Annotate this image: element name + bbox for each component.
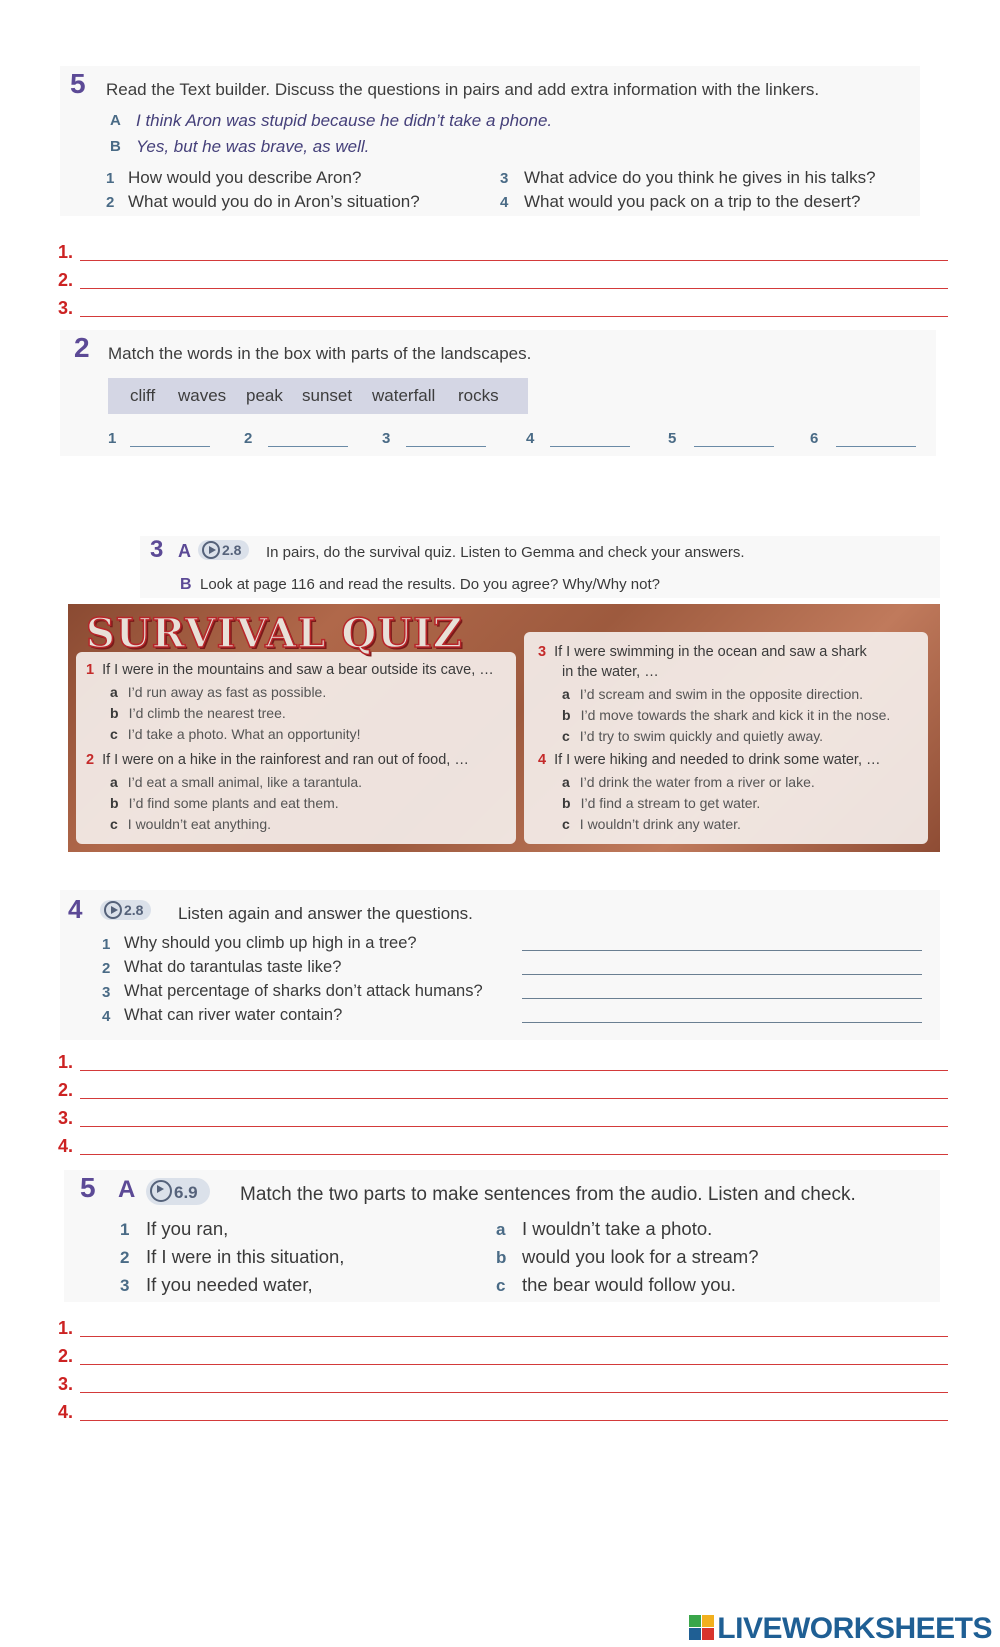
question-text: What can river water contain? — [124, 1006, 343, 1024]
quiz-question — [86, 752, 469, 768]
option-letter: b — [562, 795, 571, 811]
quiz-option[interactable] — [562, 707, 890, 723]
quiz-question-number: 1 — [86, 662, 95, 678]
quiz-question-text: If I were in the mountains and saw a bear outside its cave, … — [102, 662, 494, 678]
answer-blank-line[interactable] — [522, 974, 922, 975]
blank-line[interactable] — [268, 446, 348, 447]
answer-line[interactable] — [58, 1052, 948, 1078]
word-item: waves — [178, 386, 227, 405]
answer-input-line[interactable] — [80, 288, 948, 289]
answer-label: 1. — [58, 242, 74, 262]
quiz-option[interactable] — [110, 726, 361, 742]
answer-blank-line[interactable] — [522, 950, 922, 951]
answer-input-line[interactable] — [80, 1098, 948, 1099]
dialogue-line: I think Aron was stupid because he didn’t take a phone. — [136, 111, 553, 130]
option-letter: b — [110, 795, 119, 811]
option-letter: a — [562, 774, 570, 790]
answer-blank-line[interactable] — [522, 1022, 922, 1023]
option-text: I’d find some plants and eat them. — [128, 795, 339, 811]
logo-text: LIVEWORKSHEETS — [717, 1612, 992, 1645]
option-letter: a — [110, 684, 118, 700]
answer-line[interactable] — [58, 1108, 948, 1134]
answer-line[interactable] — [58, 1136, 948, 1162]
match-right-text: I wouldn’t take a photo. — [522, 1218, 713, 1239]
audio-track-badge[interactable] — [100, 900, 151, 920]
word-item: peak — [246, 386, 283, 405]
blank-number: 3 — [382, 430, 391, 447]
quiz-question-continued: in the water, … — [562, 664, 659, 680]
quiz-option[interactable] — [110, 774, 362, 790]
question-number: 4 — [102, 1008, 111, 1025]
match-left-text: If you needed water, — [146, 1274, 313, 1295]
audio-track-number: 2.8 — [124, 902, 144, 918]
exercise-instruction: Match the words in the box with parts of the landscapes. — [108, 344, 532, 363]
exercise-number: 2 — [74, 332, 90, 363]
quiz-option[interactable] — [110, 816, 271, 832]
audio-track-badge[interactable] — [198, 540, 249, 560]
exercise-number: 4 — [68, 894, 83, 924]
option-letter: a — [110, 774, 118, 790]
answer-line[interactable] — [58, 1402, 948, 1428]
audio-track-number: 2.8 — [222, 542, 242, 558]
option-text: I’d scream and swim in the opposite direction. — [579, 686, 864, 702]
exercise-number: 3 — [150, 536, 164, 563]
word-item: sunset — [302, 386, 353, 405]
answer-label: 3. — [58, 1108, 74, 1128]
question-text: What percentage of sharks don’t attack humans? — [124, 982, 483, 1000]
match-letter: c — [496, 1276, 506, 1295]
answer-input-line[interactable] — [80, 1154, 948, 1155]
answer-input-line[interactable] — [80, 1070, 948, 1071]
option-letter: c — [110, 816, 118, 832]
word-box — [108, 378, 528, 414]
dialogue-letter: B — [110, 138, 121, 155]
quiz-option[interactable] — [562, 686, 863, 702]
option-text: I’d take a photo. What an opportunity! — [127, 726, 361, 742]
answer-line[interactable] — [58, 1080, 948, 1106]
option-text: I wouldn’t drink any water. — [579, 816, 741, 832]
quiz-option[interactable] — [110, 795, 339, 811]
part-letter: B — [180, 576, 192, 593]
quiz-question — [86, 662, 494, 678]
question-number: 4 — [500, 194, 509, 211]
answer-input-line[interactable] — [80, 1364, 948, 1365]
exercise-number: 5 — [80, 1172, 96, 1203]
word-item: cliff — [130, 386, 156, 405]
option-letter: c — [562, 816, 570, 832]
option-text: I’d try to swim quickly and quietly away. — [579, 728, 824, 744]
answer-label: 4. — [58, 1402, 74, 1422]
word-item: rocks — [458, 386, 499, 405]
exercise-instruction: Look at page 116 and read the results. Do you agree? Why/Why not? — [200, 576, 661, 593]
option-text: I’d drink the water from a river or lake. — [579, 774, 815, 790]
answer-label: 2. — [58, 1346, 74, 1366]
quiz-question-number: 2 — [86, 752, 95, 768]
quiz-option[interactable] — [110, 684, 326, 700]
match-right-text: would you look for a stream? — [522, 1246, 759, 1267]
match-number: 2 — [120, 1248, 130, 1267]
answer-input-line[interactable] — [80, 1392, 948, 1393]
word-item: waterfall — [372, 386, 436, 405]
exercise-instruction: In pairs, do the survival quiz. Listen to Gemma and check your answers. — [266, 544, 745, 561]
option-letter: b — [562, 707, 571, 723]
exercise-instruction: Read the Text builder. Discuss the questions in pairs and add extra information with the linkers. — [106, 80, 820, 99]
question-text: What would you pack on a trip to the desert? — [524, 192, 861, 211]
answer-input-line[interactable] — [80, 1126, 948, 1127]
answer-label: 1. — [58, 1318, 74, 1338]
audio-track-badge[interactable] — [146, 1178, 210, 1205]
quiz-question-text: If I were on a hike in the rainforest and ran out of food, … — [102, 752, 469, 768]
quiz-question — [538, 752, 881, 768]
part-letter: A — [118, 1176, 136, 1203]
question-text: How would you describe Aron? — [128, 168, 362, 187]
option-text: I’d run away as fast as possible. — [127, 684, 327, 700]
blank-number: 1 — [108, 430, 117, 447]
answer-line[interactable] — [58, 1318, 948, 1344]
answer-label: 2. — [58, 270, 74, 290]
match-left-text: If you ran, — [146, 1218, 229, 1239]
question-text: What would you do in Aron’s situation? — [128, 192, 420, 211]
question-number: 2 — [106, 194, 115, 211]
match-right-text: the bear would follow you. — [522, 1274, 736, 1295]
answer-line[interactable] — [58, 242, 948, 268]
answer-line[interactable] — [58, 1374, 948, 1400]
exercise-instruction: Listen again and answer the questions. — [178, 904, 473, 923]
answer-input-line[interactable] — [80, 316, 948, 317]
quiz-option[interactable] — [562, 774, 815, 790]
answer-input-line[interactable] — [80, 260, 948, 261]
quiz-question-text: If I were hiking and needed to drink some water, … — [554, 752, 881, 768]
question-text: What do tarantulas taste like? — [124, 958, 342, 976]
quiz-question-text: If I were swimming in the ocean and saw a shark — [554, 644, 867, 660]
question-number: 3 — [500, 170, 509, 187]
match-number: 1 — [120, 1220, 130, 1239]
exercise-instruction: Match the two parts to make sentences from the audio. Listen and check. — [240, 1184, 856, 1205]
quiz-question-number: 4 — [538, 752, 547, 768]
blank-number: 6 — [810, 430, 819, 447]
option-letter: b — [110, 705, 119, 721]
part-letter: A — [178, 541, 191, 561]
play-icon[interactable] — [150, 1180, 172, 1202]
blank-line[interactable] — [836, 446, 916, 447]
survival-quiz-panel — [68, 604, 940, 852]
question-text: Why should you climb up high in a tree? — [124, 934, 417, 952]
dialogue-line: Yes, but he was brave, as well. — [136, 137, 370, 156]
question-number: 1 — [106, 170, 115, 187]
quiz-title: SURVIVAL QUIZ — [86, 610, 463, 657]
answer-label: 1. — [58, 1052, 74, 1072]
question-number: 3 — [102, 984, 111, 1001]
quiz-option[interactable] — [562, 816, 741, 832]
match-letter: a — [496, 1220, 506, 1239]
quiz-option[interactable] — [562, 795, 760, 811]
answer-line[interactable] — [58, 298, 948, 324]
answer-input-line[interactable] — [80, 1420, 948, 1421]
exercise-number: 5 — [70, 68, 86, 99]
answer-label: 3. — [58, 298, 74, 318]
question-text: What advice do you think he gives in his talks? — [524, 168, 876, 187]
dialogue-letter: A — [110, 112, 121, 129]
blank-number: 2 — [244, 430, 253, 447]
play-icon[interactable] — [104, 901, 122, 919]
question-number: 2 — [102, 960, 111, 977]
audio-track-number: 6.9 — [174, 1183, 198, 1202]
quiz-option[interactable] — [562, 728, 823, 744]
liveworksheets-logo[interactable] — [689, 1612, 992, 1646]
answer-label: 3. — [58, 1374, 74, 1394]
blank-line[interactable] — [550, 446, 630, 447]
blank-line[interactable] — [406, 446, 486, 447]
match-letter: b — [496, 1248, 507, 1267]
match-number: 3 — [120, 1276, 130, 1295]
option-letter: c — [110, 726, 118, 742]
answer-line[interactable] — [58, 1346, 948, 1372]
option-text: I’d eat a small animal, like a tarantula. — [127, 774, 363, 790]
blank-line[interactable] — [130, 446, 210, 447]
option-letter: c — [562, 728, 570, 744]
option-text: I’d move towards the shark and kick it in the nose. — [580, 707, 891, 723]
blank-line[interactable] — [694, 446, 774, 447]
answer-blank-line[interactable] — [522, 998, 922, 999]
option-letter: a — [562, 686, 570, 702]
quiz-question-number: 3 — [538, 644, 547, 660]
liveworksheets-icon — [689, 1615, 715, 1641]
blank-number: 4 — [526, 430, 535, 447]
answer-input-line[interactable] — [80, 1336, 948, 1337]
answer-label: 4. — [58, 1136, 74, 1156]
question-number: 1 — [102, 936, 111, 953]
answer-label: 2. — [58, 1080, 74, 1100]
quiz-question — [538, 644, 867, 660]
option-text: I’d climb the nearest tree. — [128, 705, 286, 721]
option-text: I’d find a stream to get water. — [580, 795, 761, 811]
option-text: I wouldn’t eat anything. — [127, 816, 272, 832]
quiz-option[interactable] — [110, 705, 286, 721]
play-icon[interactable] — [202, 541, 220, 559]
blank-number: 5 — [668, 430, 677, 447]
answer-line[interactable] — [58, 270, 948, 296]
match-left-text: If I were in this situation, — [146, 1246, 345, 1267]
